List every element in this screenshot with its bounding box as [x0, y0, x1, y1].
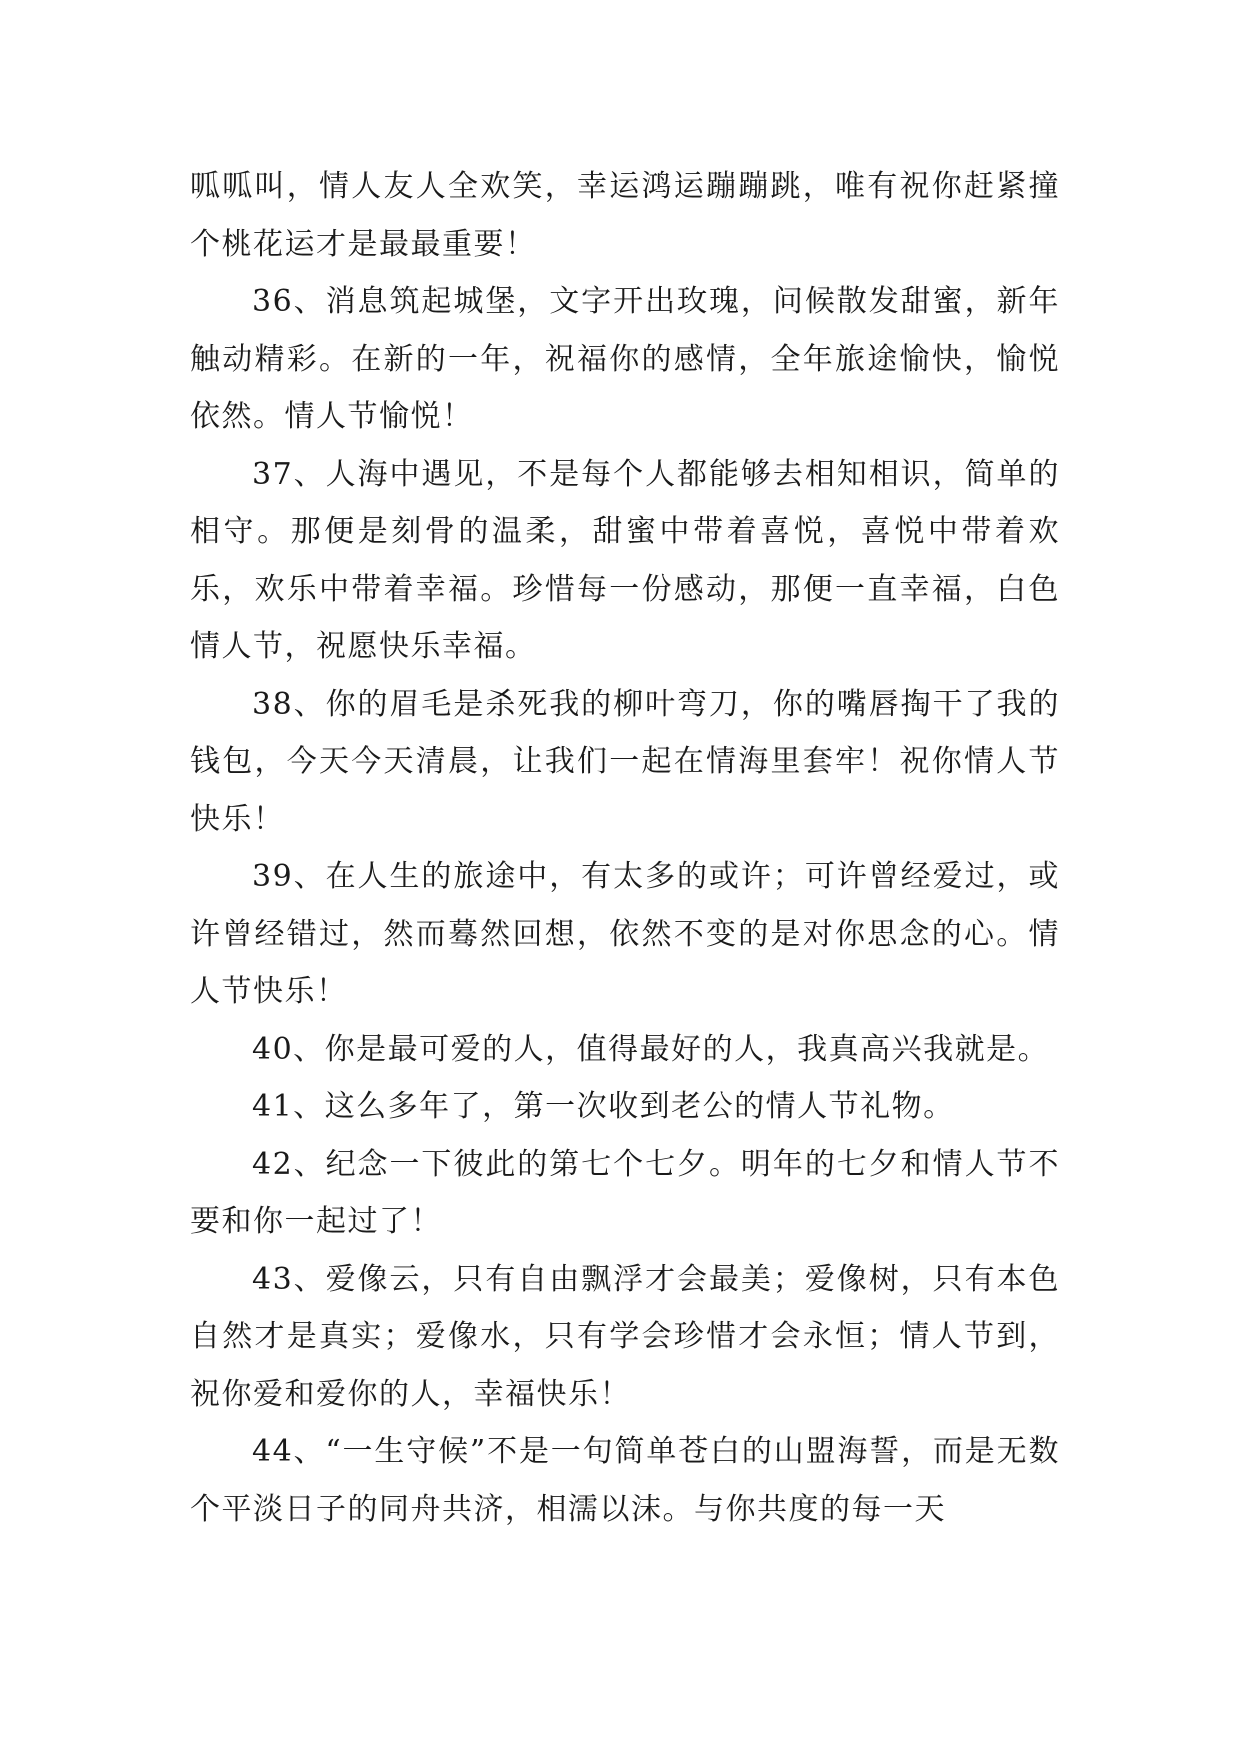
paragraph-continuation: 呱呱叫，情人友人全欢笑，幸运鸿运蹦蹦跳，唯有祝你赶紧撞个桃花运才是最最重要！ [190, 169, 1060, 262]
paragraph-37: 37、人海中遇见，不是每个人都能够去相知相识，简单的相守。那便是刻骨的温柔，甜蜜中带着喜悦，喜悦中带着欢乐，欢乐中带着幸福。珍惜每一份感动，那便一直幸福，白色情人节，祝愿快乐幸福。 [190, 456, 1060, 664]
document-page [190, 158, 1060, 1538]
paragraph-43: 43、爱像云，只有自由飘浮才会最美；爱像树，只有本色自然才是真实；爱像水，只有学会珍惜才会永恒；情人节到，祝你爱和爱你的人，幸福快乐！ [190, 1261, 1060, 1412]
paragraph-41: 41、这么多年了，第一次收到老公的情人节礼物。 [252, 1089, 955, 1124]
paragraph-44: 44、“一生守候”不是一句简单苍白的山盟海誓，而是无数个平淡日子的同舟共济，相濡以沫。与你共度的每一天 [190, 1434, 1060, 1527]
paragraph-42: 42、纪念一下彼此的第七个七夕。明年的七夕和情人节不要和你一起过了！ [190, 1146, 1060, 1239]
paragraph-36: 36、消息筑起城堡，文字开出玫瑰，问候散发甜蜜，新年触动精彩。在新的一年，祝福你的感情，全年旅途愉快，愉悦依然。情人节愉悦！ [190, 284, 1060, 434]
paragraph-40: 40、你是最可爱的人，值得最好的人，我真高兴我就是。 [252, 1031, 1050, 1067]
paragraph-38: 38、你的眉毛是杀死我的柳叶弯刀，你的嘴唇掏干了我的钱包，今天今天清晨，让我们一起在情海里套牢！祝你情人节快乐！ [190, 686, 1060, 837]
paragraph-39: 39、在人生的旅途中，有太多的或许；可许曾经爱过，或许曾经错过，然而蓦然回想，依然不变的是对你思念的心。情人节快乐！ [190, 859, 1060, 1009]
